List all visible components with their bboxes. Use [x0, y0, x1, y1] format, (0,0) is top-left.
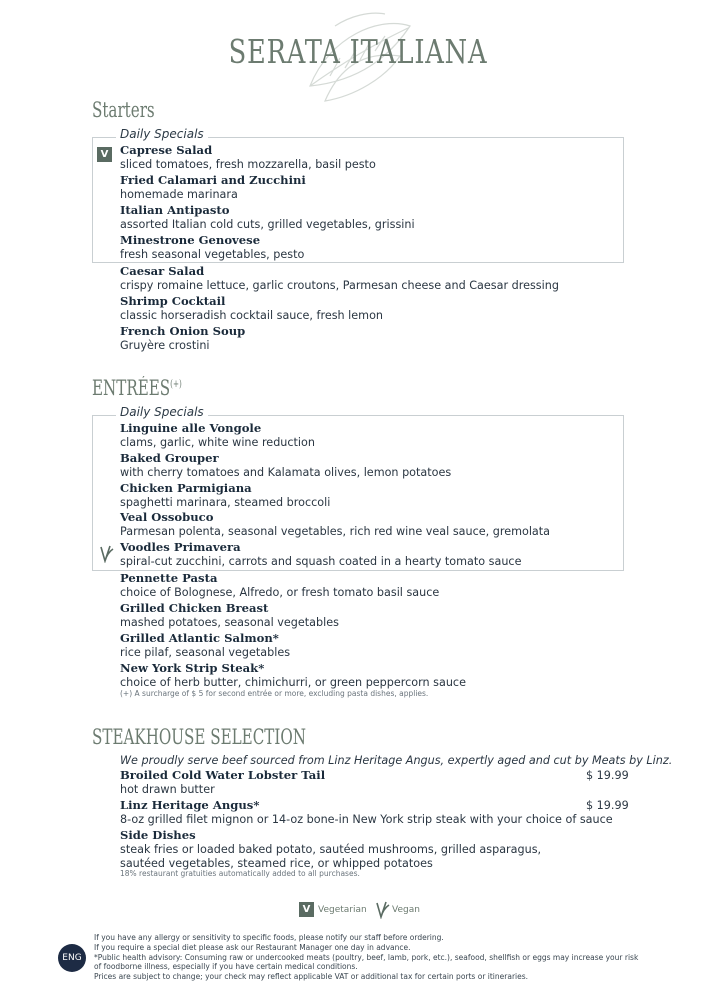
item-desc: choice of Bolognese, Alfredo, or fresh tomato basil sauce: [120, 586, 440, 599]
item-desc: spiral-cut zucchini, carrots and squash coated in a hearty tomato sauce: [120, 555, 522, 568]
item-name: Caesar Salad: [120, 264, 205, 278]
footer-line: *Public health advisory: Consuming raw or undercooked meats (poultry, beef, lamb, pork, etc.), seafood, shellfish or eggs may increase your risk: [94, 953, 639, 962]
item-price: $ 19.99: [586, 799, 629, 812]
item-name: Grilled Chicken Breast: [120, 601, 269, 615]
item-desc: choice of herb butter, chimichurri, or green peppercorn sauce: [120, 676, 466, 689]
footer-line: Prices are subject to change; your check may reflect applicable VAT or additional tax for certain ports or itineraries.: [94, 972, 529, 981]
surcharge-note: (+) A surcharge of $ 5 for second entrée or more, excluding pasta dishes, applies.: [120, 689, 429, 698]
item-name: New York Strip Steak*: [120, 661, 265, 675]
legend-vegetarian: Vegetarian: [318, 905, 367, 915]
menu-item: [120, 481, 590, 510]
footer-line: If you have any allergy or sensitivity to specific foods, please notify our staff before ordering.: [94, 933, 444, 942]
menu-item: [120, 143, 590, 172]
menu-item: [120, 173, 590, 202]
item-price: $ 19.99: [586, 769, 629, 782]
language-button[interactable]: ENG: [58, 944, 86, 972]
item-desc: Parmesan polenta, seasonal vegetables, rich red wine veal sauce, gremolata: [120, 525, 551, 538]
vegetarian-icon: V: [299, 902, 314, 917]
item-name: Linz Heritage Angus*: [120, 798, 260, 812]
vegan-icon: [98, 543, 114, 563]
menu-item: [120, 828, 590, 871]
item-name: Minestrone Genovese: [120, 233, 261, 247]
item-desc: hot drawn butter: [120, 783, 215, 796]
menu-item: [120, 421, 590, 450]
item-name: Caprese Salad: [120, 143, 213, 157]
item-desc: rice pilaf, seasonal vegetables: [120, 646, 291, 659]
menu-item: [120, 601, 590, 630]
starters-heading: Starters: [92, 98, 155, 122]
vegetarian-icon: V: [97, 147, 112, 162]
footer-line: of foodborne illness, especially if you have certain medical conditions.: [94, 962, 358, 971]
menu-item: [120, 571, 590, 600]
gratuity-note: 18% restaurant gratuities automatically added to all purchases.: [120, 869, 360, 878]
item-desc: assorted Italian cold cuts, grilled vegetables, grissini: [120, 218, 415, 231]
item-name: Voodles Primavera: [120, 540, 241, 554]
item-desc: steak fries or loaded baked potato, sautéed mushrooms, grilled asparagus,: [120, 843, 542, 856]
item-name: French Onion Soup: [120, 324, 246, 338]
item-name: Shrimp Cocktail: [120, 294, 226, 308]
menu-item: [120, 540, 590, 569]
item-desc: with cherry tomatoes and Kalamata olives, lemon potatoes: [120, 466, 452, 479]
surcharge-mark: (+): [170, 379, 182, 390]
item-desc: spaghetti marinara, steamed broccoli: [120, 496, 331, 509]
steakhouse-intro: We proudly serve beef sourced from Linz Heritage Angus, expertly aged and cut by Meats by Linz.: [120, 754, 673, 767]
menu-item: [120, 324, 590, 353]
menu-item: [120, 510, 590, 539]
item-desc: fresh seasonal vegetables, pesto: [120, 248, 305, 261]
menu-item: [120, 631, 590, 660]
menu-item: [120, 233, 590, 262]
item-name: Linguine alle Vongole: [120, 421, 262, 435]
item-desc: mashed potatoes, seasonal vegetables: [120, 616, 339, 629]
entrees-specials-label: Daily Specials: [116, 405, 208, 419]
vegan-icon: [374, 899, 390, 919]
page-title: SERATA ITALIANA: [228, 32, 488, 71]
item-name: Fried Calamari and Zucchini: [120, 173, 306, 187]
menu-item: [120, 661, 590, 690]
item-desc: sautéed vegetables, steamed rice, or whipped potatoes: [120, 857, 433, 870]
entrees-heading: [92, 376, 182, 400]
item-desc: sliced tomatoes, fresh mozzarella, basil pesto: [120, 158, 376, 171]
menu-item: [120, 294, 590, 323]
menu-item: [120, 451, 590, 480]
menu-item: [120, 203, 590, 232]
menu-item: [120, 768, 590, 797]
item-desc: homemade marinara: [120, 188, 238, 201]
legend-vegan: Vegan: [392, 905, 420, 915]
item-desc: 8-oz grilled filet mignon or 14-oz bone-in New York strip steak with your choice of sauce: [120, 813, 613, 826]
item-name: Baked Grouper: [120, 451, 219, 465]
item-desc: crispy romaine lettuce, garlic croutons, Parmesan cheese and Caesar dressing: [120, 279, 559, 292]
menu-item: [120, 264, 590, 293]
item-name: Chicken Parmigiana: [120, 481, 252, 495]
footer-line: If you require a special diet please ask our Restaurant Manager one day in advance.: [94, 943, 411, 952]
item-desc: clams, garlic, white wine reduction: [120, 436, 315, 449]
item-name: Side Dishes: [120, 828, 196, 842]
item-desc: Gruyère crostini: [120, 339, 210, 352]
item-name: Grilled Atlantic Salmon*: [120, 631, 279, 645]
steakhouse-heading: STEAKHOUSE SELECTION: [92, 725, 306, 749]
item-name: Broiled Cold Water Lobster Tail: [120, 768, 326, 782]
item-name: Veal Ossobuco: [120, 510, 214, 524]
starters-specials-label: Daily Specials: [116, 127, 208, 141]
item-name: Italian Antipasto: [120, 203, 230, 217]
item-name: Pennette Pasta: [120, 571, 218, 585]
entrees-heading-text: ENTRÉES: [92, 376, 171, 400]
item-desc: classic horseradish cocktail sauce, fresh lemon: [120, 309, 384, 322]
